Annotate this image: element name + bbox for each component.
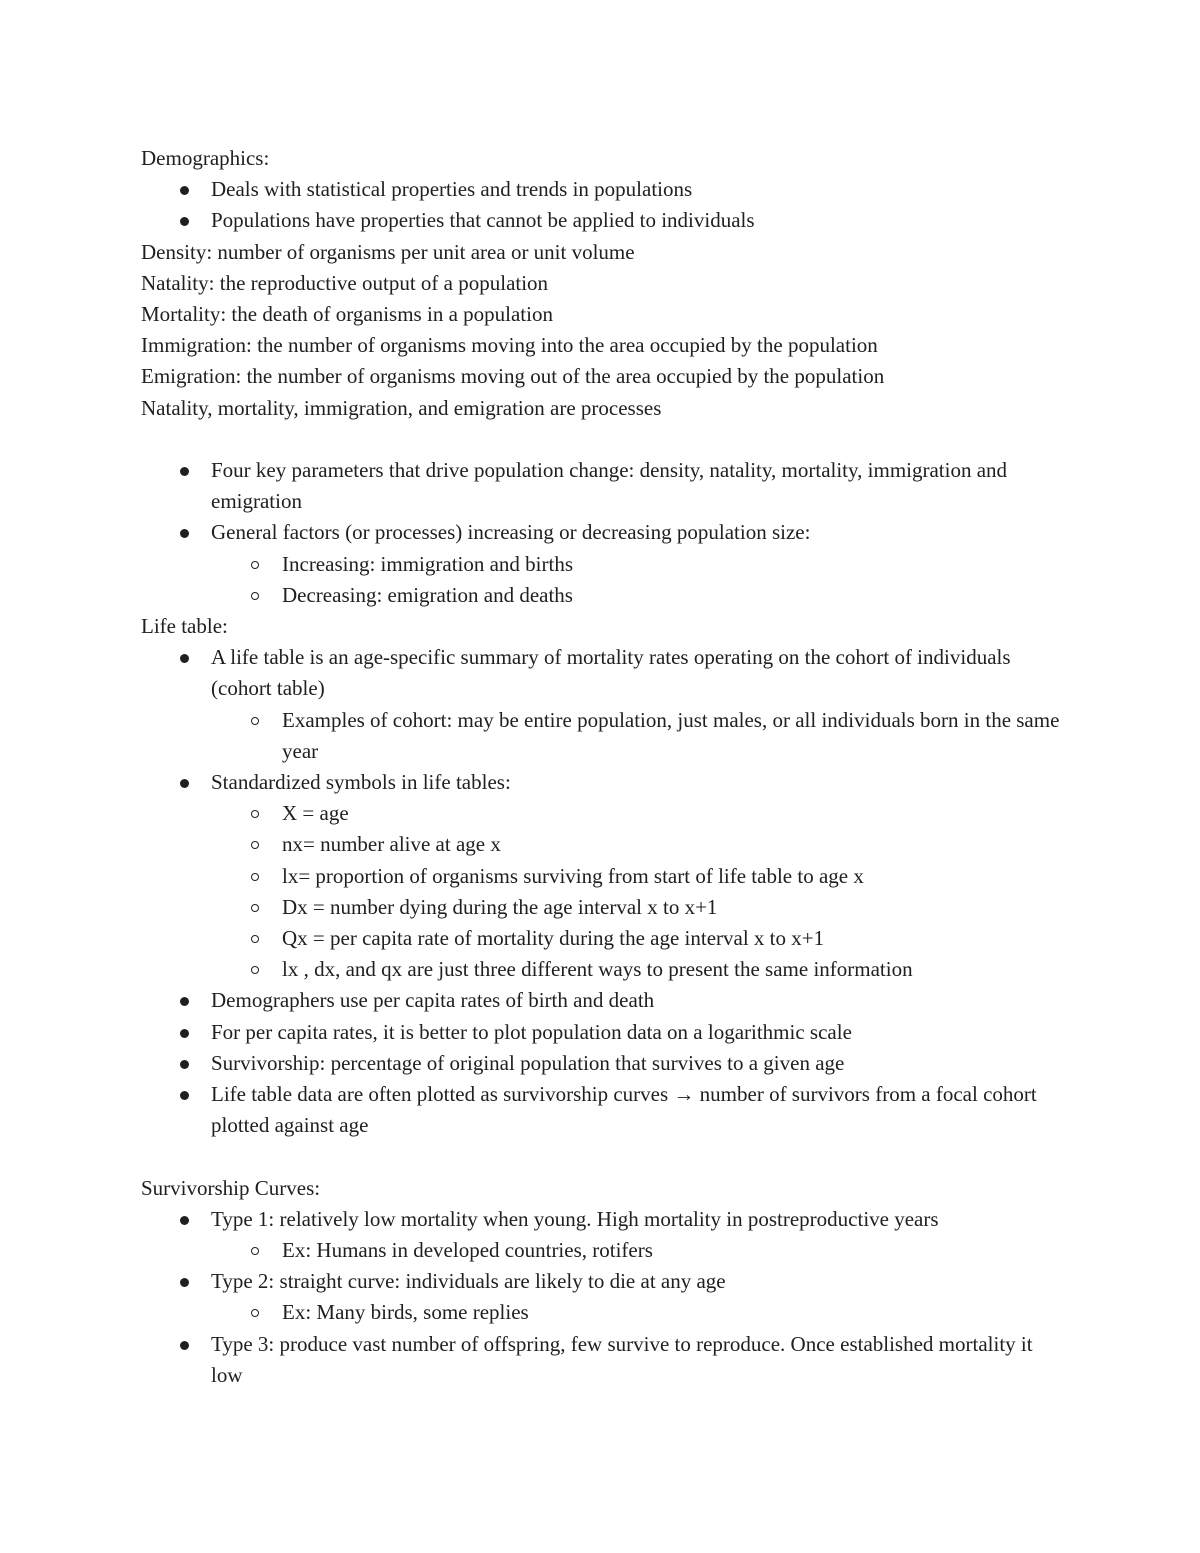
life-table-heading: Life table: xyxy=(141,614,228,639)
document-body xyxy=(141,143,1061,1391)
demographics-heading: Demographics: xyxy=(141,146,270,170)
bullet-icon xyxy=(180,1341,189,1350)
sub-list-item xyxy=(141,580,1061,611)
sub-list-item-text: Ex: Many birds, some replies xyxy=(282,1300,529,1325)
ring-bullet-icon xyxy=(251,810,259,818)
definition-emigration: Emigration: the number of organisms moving out of the area occupied by the population xyxy=(141,364,885,389)
sub-list-item xyxy=(141,1235,1061,1266)
list-item-text: Survivorship: percentage of original population that survives to a given age xyxy=(211,1050,845,1075)
list-item xyxy=(141,1048,1061,1079)
ring-bullet-icon xyxy=(251,935,259,943)
sub-list-item xyxy=(141,892,1061,923)
list-item-text: Four key parameters that drive population change: density, natality, mortality, immigration and emigration xyxy=(211,458,1008,514)
definition-mortality: Mortality: the death of organisms in a population xyxy=(141,302,553,327)
list-item xyxy=(141,205,1061,236)
list-item-text: Type 1: relatively low mortality when young. High mortality in postreproductive years xyxy=(211,1206,939,1231)
definition-natality: Natality: the reproductive output of a population xyxy=(141,270,549,295)
sub-list-item-text: Ex: Humans in developed countries, rotifers xyxy=(282,1238,653,1263)
bullet-icon xyxy=(180,1278,189,1287)
ring-bullet-icon xyxy=(251,904,259,912)
list-item-text: Deals with statistical properties and trends in populations xyxy=(211,177,693,202)
sub-list-item-text: Increasing: immigration and births xyxy=(282,551,574,576)
list-item xyxy=(141,985,1061,1016)
demographics-list xyxy=(141,174,1061,236)
life-table-list xyxy=(141,642,1061,1141)
bullet-icon xyxy=(180,1029,189,1038)
definition-density: Density: number of organisms per unit area or unit volume xyxy=(141,239,635,264)
bullet-icon xyxy=(180,654,189,663)
ring-bullet-icon xyxy=(251,873,259,881)
ring-bullet-icon xyxy=(251,1247,259,1255)
bullet-icon xyxy=(180,529,189,538)
sub-list-item-text: lx= proportion of organisms surviving from start of life table to age x xyxy=(282,863,864,888)
definition-processes: Natality, mortality, immigration, and emigration are processes xyxy=(141,395,662,420)
bullet-icon xyxy=(180,779,189,788)
sub-list-item-text: Qx = per capita rate of mortality during the age interval x to x+1 xyxy=(282,926,825,951)
bullet-icon xyxy=(180,1060,189,1069)
list-item-text: Standardized symbols in life tables: xyxy=(211,770,511,795)
sub-list-item-text: Dx = number dying during the age interval x to x+1 xyxy=(282,894,718,919)
bullet-icon xyxy=(180,1216,189,1225)
sub-list-item xyxy=(141,798,1061,829)
sub-list-item xyxy=(141,705,1061,767)
sub-list-item xyxy=(141,829,1061,860)
list-item xyxy=(141,1204,1061,1235)
spacer xyxy=(141,1141,1061,1172)
bullet-icon xyxy=(180,467,189,476)
sub-list-item xyxy=(141,954,1061,985)
list-item-text: Type 3: produce vast number of offspring, few survive to reproduce. Once established mortality it low xyxy=(211,1331,1033,1387)
list-item-text: Populations have properties that cannot be applied to individuals xyxy=(211,208,755,233)
list-item-text: Demographers use per capita rates of birth and death xyxy=(211,988,655,1013)
survivorship-heading: Survivorship Curves: xyxy=(141,1175,321,1200)
list-item-text: Type 2: straight curve: individuals are likely to die at any age xyxy=(211,1269,726,1294)
ring-bullet-icon xyxy=(251,717,259,725)
list-item xyxy=(141,517,1061,548)
survivorship-list xyxy=(141,1204,1061,1391)
list-item xyxy=(141,455,1061,517)
sub-list-item xyxy=(141,861,1061,892)
sub-list-item-text: nx= number alive at age x xyxy=(282,832,501,857)
ring-bullet-icon xyxy=(251,966,259,974)
ring-bullet-icon xyxy=(251,1309,259,1317)
list-item xyxy=(141,1079,1061,1141)
spacer xyxy=(141,424,1061,455)
parameters-list xyxy=(141,455,1061,611)
bullet-icon xyxy=(180,217,189,226)
list-item-text: For per capita rates, it is better to plot population data on a logarithmic scale xyxy=(211,1019,852,1044)
list-item xyxy=(141,1329,1061,1391)
bullet-icon xyxy=(180,186,189,195)
list-item xyxy=(141,1266,1061,1297)
sub-list-item xyxy=(141,1297,1061,1328)
list-item xyxy=(141,1017,1061,1048)
ring-bullet-icon xyxy=(251,592,259,600)
ring-bullet-icon xyxy=(251,561,259,569)
sub-list-item-text: Decreasing: emigration and deaths xyxy=(282,582,573,607)
sub-list-item-text: Examples of cohort: may be entire population, just males, or all individuals born in the same year xyxy=(282,707,1060,763)
list-item-text: Life table data are often plotted as survivorship curves → number of survivors from a focal cohort plotted against age xyxy=(211,1082,1037,1138)
list-item-text: A life table is an age-specific summary of mortality rates operating on the cohort of individuals (cohort table) xyxy=(211,645,1011,701)
bullet-icon xyxy=(180,1091,189,1100)
sub-list-item xyxy=(141,923,1061,954)
sub-list-item-text: lx , dx, and qx are just three different ways to present the same information xyxy=(282,957,913,982)
definition-immigration: Immigration: the number of organisms moving into the area occupied by the population xyxy=(141,333,878,358)
sub-list-item-text: X = age xyxy=(282,801,349,826)
sub-list-item xyxy=(141,549,1061,580)
bullet-icon xyxy=(180,997,189,1006)
list-item-text: General factors (or processes) increasing or decreasing population size: xyxy=(211,520,811,545)
list-item xyxy=(141,174,1061,205)
list-item xyxy=(141,767,1061,798)
list-item xyxy=(141,642,1061,704)
ring-bullet-icon xyxy=(251,841,259,849)
